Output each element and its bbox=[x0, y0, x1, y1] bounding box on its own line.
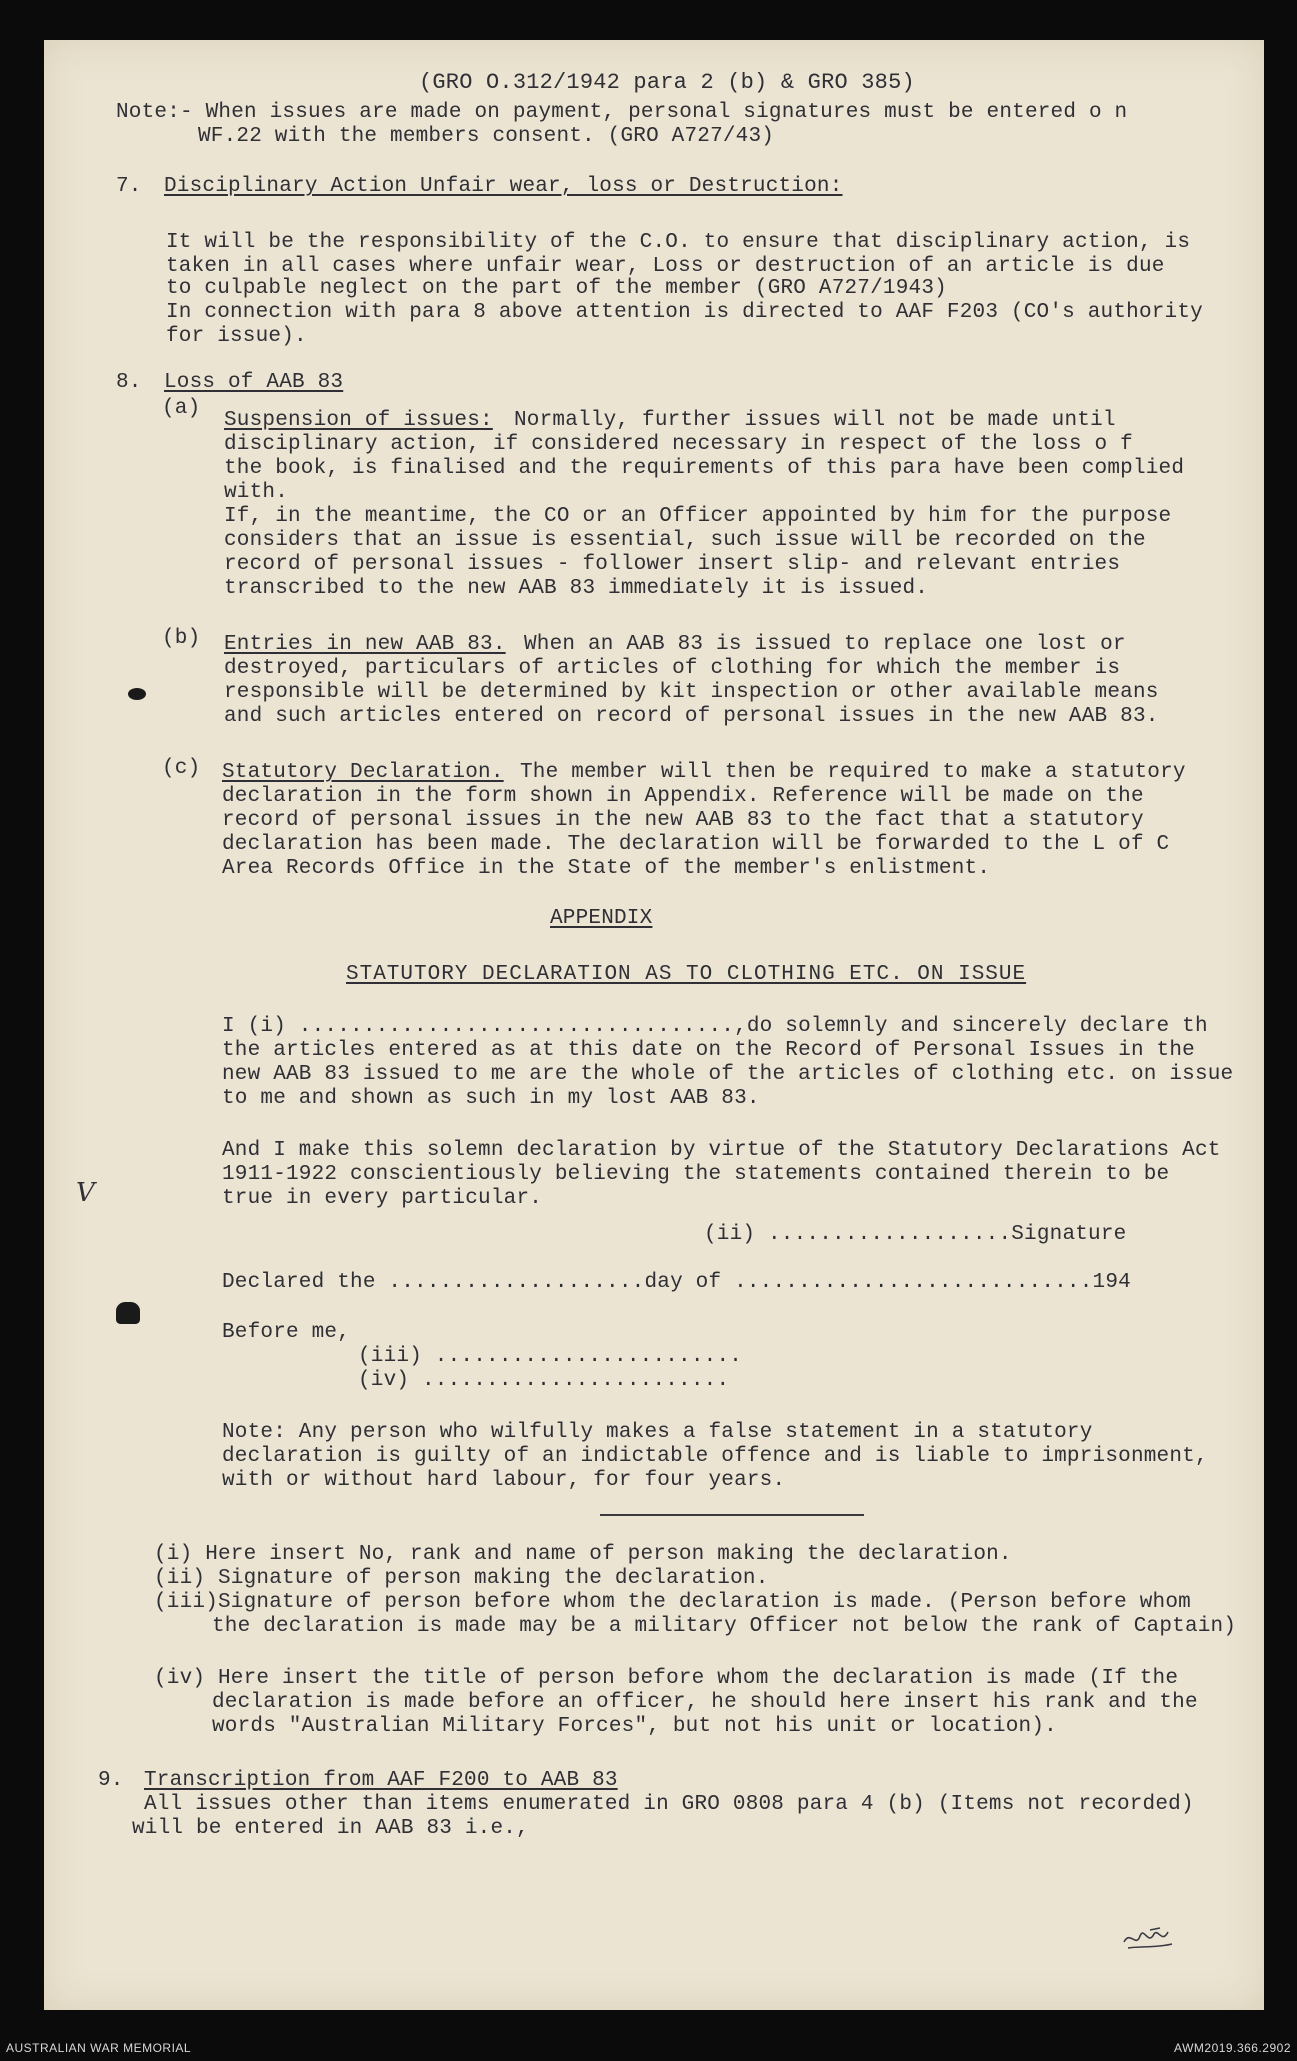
section-8a-line: transcribed to the new AAB 83 immediately it is issued. bbox=[224, 577, 929, 600]
section-8c-line: record of personal issues in the new AAB 83 to the fact that a statutory bbox=[222, 809, 1144, 832]
footnote-iii: (iii)Signature of person before whom the declaration is made. (Person before whom bbox=[154, 1591, 1191, 1614]
footnote-ii: (ii) Signature of person making the declaration. bbox=[154, 1567, 769, 1590]
section-8b-line: responsible will be determined by kit inspection or other available means bbox=[224, 681, 1159, 704]
footnote-iv: (iv) Here insert the title of person before whom the declaration is made (If the bbox=[154, 1667, 1179, 1690]
declaration-line: the articles entered as at this date on the Record of Personal Issues in the bbox=[222, 1039, 1195, 1062]
section-8b-marker: (b) bbox=[162, 627, 201, 650]
witness-line-iv: (iv) ........................ bbox=[358, 1369, 730, 1392]
section-8c-line: declaration has been made. The declaration will be forwarded to the L of C bbox=[222, 833, 1170, 856]
appendix-note-line: Note: Any person who wilfully makes a false statement in a statutory bbox=[222, 1421, 1093, 1444]
declaration-line: I (i) ..................................,do solemnly and sincerely declare th bbox=[222, 1015, 1208, 1038]
header-note-line: Note:- When issues are made on payment, personal signatures must be entered o n bbox=[116, 101, 1128, 124]
footnote-i: (i) Here insert No, rank and name of person making the declaration. bbox=[154, 1543, 1012, 1566]
section-7-line: In connection with para 8 above attention is directed to AAF F203 (CO's authority bbox=[166, 301, 1203, 324]
declaration-line: to me and shown as such in my lost AAB 83. bbox=[222, 1087, 760, 1110]
section-8a-line: record of personal issues - follower insert slip- and relevant entries bbox=[224, 553, 1121, 576]
section-9-line: All issues other than items enumerated in GRO 0808 para 4 (b) (Items not recorded) bbox=[144, 1793, 1194, 1816]
section-8a-line: considers that an issue is essential, such issue will be recorded on the bbox=[224, 529, 1146, 552]
section-7-line: to culpable neglect on the part of the member (GRO A727/1943) bbox=[166, 277, 947, 300]
punch-hole bbox=[116, 1302, 140, 1324]
declaration-line: new AAB 83 issued to me are the whole of the articles of clothing etc. on issue bbox=[222, 1063, 1234, 1086]
section-8a-line: the book, is finalised and the requirements of this para have been complied bbox=[224, 457, 1185, 480]
appendix-title: STATUTORY DECLARATION AS TO CLOTHING ETC. ON ISSUE bbox=[346, 963, 1027, 986]
handwritten-initials bbox=[1120, 1918, 1180, 1954]
punch-hole bbox=[128, 688, 146, 700]
witness-line-iii: (iii) ........................ bbox=[358, 1345, 743, 1368]
section-7-line: It will be the responsibility of the C.O. to ensure that disciplinary action, is bbox=[166, 231, 1191, 254]
document-page bbox=[44, 40, 1264, 2010]
section-8b-line: When an AAB 83 is issued to replace one lost or bbox=[524, 633, 1126, 656]
section-8c-line: Area Records Office in the State of the member's enlistment. bbox=[222, 857, 991, 880]
section-8a-line: with. bbox=[224, 481, 289, 504]
appendix-heading: APPENDIX bbox=[550, 907, 653, 930]
header-note-line: WF.22 with the members consent. (GRO A727/43) bbox=[198, 125, 775, 148]
section-7-number: 7. bbox=[116, 175, 142, 198]
section-8b-line: destroyed, particulars of articles of clothing for which the member is bbox=[224, 657, 1121, 680]
section-7-line: taken in all cases where unfair wear, Loss or destruction of an article is due bbox=[166, 255, 1165, 278]
section-8a-title: Suspension of issues: bbox=[224, 409, 493, 432]
section-8a-line: disciplinary action, if considered necessary in respect of the loss o f bbox=[224, 433, 1133, 456]
section-8a-marker: (a) bbox=[162, 397, 201, 420]
footnote-iv: words "Australian Military Forces", but not his unit or location). bbox=[212, 1715, 1057, 1738]
footnote-iii: the declaration is made may be a military Officer not below the rank of Captain) bbox=[212, 1615, 1237, 1638]
section-9-line: will be entered in AAB 83 i.e., bbox=[132, 1817, 529, 1840]
section-9-title: Transcription from AAF F200 to AAB 83 bbox=[144, 1769, 618, 1792]
declaration-line: And I make this solemn declaration by virtue of the Statutory Declarations Act bbox=[222, 1139, 1221, 1162]
section-7-line: for issue). bbox=[166, 325, 307, 348]
footnote-iv: declaration is made before an officer, he should here insert his rank and the bbox=[212, 1691, 1198, 1714]
appendix-note-line: declaration is guilty of an indictable offence and is liable to imprisonment, bbox=[222, 1445, 1208, 1468]
signature-line: (ii) ...................Signature bbox=[704, 1223, 1127, 1246]
footer-left: AUSTRALIAN WAR MEMORIAL bbox=[6, 2041, 192, 2055]
section-8c-marker: (c) bbox=[162, 757, 201, 780]
margin-tick-mark: V bbox=[76, 1178, 95, 1208]
section-8c-line: declaration in the form shown in Appendix. Reference will be made on the bbox=[222, 785, 1144, 808]
section-8-number: 8. bbox=[116, 371, 142, 394]
section-9-number: 9. bbox=[98, 1769, 124, 1792]
divider-rule bbox=[600, 1514, 864, 1516]
section-8a-line: If, in the meantime, the CO or an Officer appointed by him for the purpose bbox=[224, 505, 1172, 528]
section-8c-line: The member will then be required to make a statutory bbox=[520, 761, 1186, 784]
declaration-line: true in every particular. bbox=[222, 1187, 543, 1210]
declared-date-line: Declared the ....................day of ............................194 bbox=[222, 1271, 1131, 1294]
section-8b-title: Entries in new AAB 83. bbox=[224, 633, 506, 656]
header-reference: (GRO O.312/1942 para 2 (b) & GRO 385) bbox=[419, 70, 915, 95]
section-7-title: Disciplinary Action Unfair wear, loss or Destruction: bbox=[164, 175, 843, 198]
section-8a-line: Normally, further issues will not be made until bbox=[514, 409, 1116, 432]
declaration-line: 1911-1922 conscientiously believing the statements contained therein to be bbox=[222, 1163, 1170, 1186]
footer-right: AWM2019.366.2902 bbox=[1174, 2041, 1291, 2055]
before-me-label: Before me, bbox=[222, 1321, 351, 1344]
appendix-note-line: with or without hard labour, for four years. bbox=[222, 1469, 786, 1492]
section-8c-title: Statutory Declaration. bbox=[222, 761, 504, 784]
section-8-title: Loss of AAB 83 bbox=[164, 371, 344, 394]
section-8b-line: and such articles entered on record of personal issues in the new AAB 83. bbox=[224, 705, 1159, 728]
